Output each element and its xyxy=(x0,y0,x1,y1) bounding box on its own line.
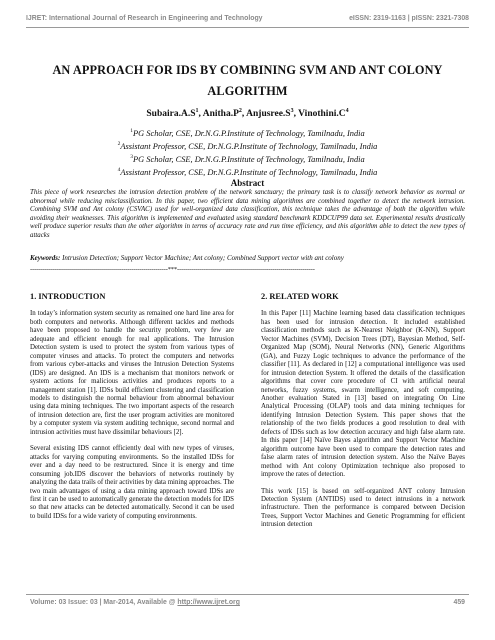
related-work-heading: 2. RELATED WORK xyxy=(261,292,339,301)
keywords-label: Keywords: xyxy=(30,254,61,262)
author: $Anjusree.S^3$, xyxy=(246,108,299,120)
running-footer xyxy=(30,599,465,606)
header-rule xyxy=(26,27,469,28)
journal-link[interactable]: http://www.ijret.org xyxy=(177,599,240,606)
paper-title: AN APPROACH FOR IDS BY COMBINING SVM AND ANT COLONY ALGORITHM xyxy=(52,63,443,98)
paragraph: In this Paper [11] Machine learning based data classification techniques has been used for intrusion detection. It included established classification methods such as K-Nearest Neighbor (K-NN), Support Vector Machines (SVM), Decision Trees (DT), Bayesian Method, Self-Organized Map (SOM), Neural Networks (NN), Generic Algorithms (GA), and Fuzzy Logic techniques to advance the performance of the classifier [11]. As declared in [12] a computational intelligence was used for intrusion detection System. It offered the details of the classification algorithms that cover core procedure of CI with artificial neural networks, fuzzy systems, swarm intelligence, and soft computing. Another evaluation Stated in [13] based on integrating On Line Analytical Processing (OLAP) tools and data mining techniques for identifying Intrusion Detection System. This paper shows that the relationship of the two fields produces a good resolution to deal with defects of IDSs such as low detection accuracy and high false alarm rate. In this paper [14] Naïve Bayes algorithm and Support Vector Machine algorithm outcome have been used to compare the detection rates and false alarm rates of intrusion detection system. Also the Naïve Bayes method with Ant colony Optimization technique also proposed to improve the rates of detection. xyxy=(261,310,465,479)
paragraph: This work [15] is based on self-organized ANT colony Intrusion Detection System (ANTIDS) used to detect intrusions in a network infrastructure. Then the performance is compared between Decision Trees, Support Vector Machines and Genetic Programming for efficient intrusion detection xyxy=(261,487,465,529)
affiliation: $^2$Assistant Professor, CSE, Dr.N.G.P.Institute of Technology, Tamilnadu, India xyxy=(117,141,378,151)
author: $Anitha.P^2$, xyxy=(202,108,247,120)
journal-name: IJRET: International Journal of Research in Engineering and Technology xyxy=(26,14,263,22)
right-column xyxy=(261,293,465,538)
keywords-line xyxy=(30,254,465,262)
affiliation: $^1$PG Scholar, CSE, Dr.N.G.P.Institute of Technology, Tamilnadu, India xyxy=(130,128,365,138)
affiliation-list xyxy=(30,126,465,178)
paragraph: Several existing IDS cannot efficiently deal with new types of viruses, attacks for varying computing environments. So the installed IDSs for ever and a day need to be restructured. Since it is energy and time consuming job.IDS discover the behaviors of networks routinely by analyzing the data trails of their activities by data mining approaches. The two main advantages of using a data mining approach toward IDSs are first it can be used to automatically generate the detection models for IDS so that new attacks can be detected automatically. Second it can be used to build IDSs for a wide variety of computing environments. xyxy=(30,445,234,520)
abstract-heading: Abstract xyxy=(230,178,265,188)
author: $Subaira.A.S^1$, xyxy=(146,108,203,120)
footer-rule xyxy=(26,594,469,595)
running-header xyxy=(26,10,469,26)
issue-info: Volume: 03 Issue: 03 | Mar-2014, Available @ http://www.ijret.org xyxy=(30,599,240,606)
affiliation: $^3$PG Scholar, CSE, Dr.N.G.P.Institute of Technology, Tamilnadu, India xyxy=(130,154,365,164)
keywords-text: Intrusion Detection; Support Vector Machine; Ant colony; Combined Support vector with ant colony xyxy=(60,254,344,262)
author: $Vinothini.C^4$ xyxy=(298,108,349,120)
paragraph: In today’s information system security as remained one hard line area for both computers and networks. Although different tackles and methods have been proposed to handle the security problem, very few are adequate and efficient enough for real applications. The Intrusion Detection system is used to protect the system from various types of computer viruses and attacks. To protect the computers and networks from various cyber-attacks and viruses the Intrusion Detection Systems (IDS) are designed. An IDS is a mechanism that monitors network or system actions for malicious activities and produces reports to a management station [1]. IDSs build efficient clustering and classification models to distinguish the normal behaviour from abnormal behaviour using data mining techniques. The two important aspects of the research of intrusion detection are, first the user program activities are monitored by a computer system via system auditing technique, second normal and intrusion activities must have dissimilar behaviours [2]. xyxy=(30,310,234,436)
page-number: 459 xyxy=(453,599,465,606)
issn-info: eISSN: 2319-1163 | pISSN: 2321-7308 xyxy=(349,14,469,22)
abstract-text: This piece of work researches the intrusion detection problem of the network sanctuary; the primary task is to classify network behavior as normal or abnormal while reducing misclassification. In this paper, two efficient data mining algorithms are combined together to detect the network intrusion. Combining SVM and Ant colony (CSVAC) used for well-organized data classification, this technique takes the advantage of both the algorithm while avoiding their weaknesses. This algorithm is implemented and evaluated using standard benchmark KDDCUP99 data set. Experimental results drastically well produce superior results than the other algorithm in terms of accuracy rate and run time efficiency, and this algorithm able to detect the new types of attacks xyxy=(30,189,465,239)
author-list xyxy=(30,108,465,119)
affiliation: $^4$Assistant Professor, CSE, Dr.N.G.P.Institute of Technology, Tamilnadu, India xyxy=(117,167,378,178)
introduction-heading: 1. INTRODUCTION xyxy=(30,292,106,301)
section-separator: ---------------------------------------------------------------------***--------------------------------------------------------------------- xyxy=(30,266,315,273)
left-column xyxy=(30,293,234,529)
